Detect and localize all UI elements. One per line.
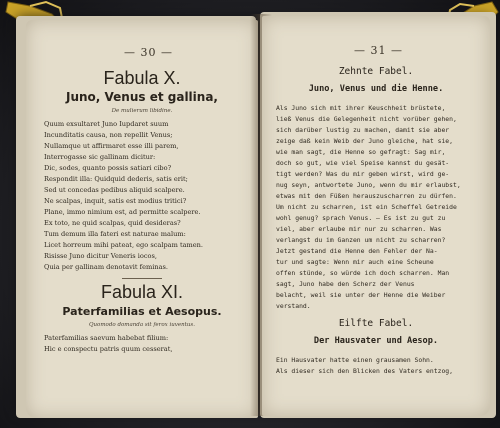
prose-line: sagt, Juno habe den Scherz der Venus: [276, 280, 415, 288]
fable-subtitle-german: Juno, Venus und die Henne.: [308, 84, 444, 94]
fable-subtitle: Juno, Venus et gallina,: [66, 90, 218, 104]
prose-line: Ein Hausvater hatte einen grausamen Sohn.: [276, 356, 434, 364]
prose-line: Jetzt gestand die Henne den Fehler der Na-: [276, 247, 438, 255]
fable-title-german: Zehnte Fabel.: [338, 66, 414, 77]
fable-moral-note: De mulierum libidine.: [111, 108, 173, 114]
fable2-moral-note: Quomodo domanda sit ferox iuventus.: [88, 322, 196, 328]
verse-line: Ne scalpas, inquit, satis est modius tritici?: [44, 197, 187, 205]
prose-line: Um nicht zu scharren, ist ein Scheffel Getreide: [276, 203, 457, 211]
prose-line: Als Juno sich mit ihrer Keuschheit brüstete,: [276, 104, 446, 112]
verse-line: Quia per gallinam denotavit feminas.: [44, 263, 169, 271]
prose-line: viel, aber erlaube mir nur zu scharren. Was: [276, 225, 442, 233]
verse-line: Hic e conspectu patris quum cesserat,: [44, 345, 173, 353]
section-divider: [122, 278, 162, 279]
verse-line: Quum exsultaret Juno Iupdaret suum: [44, 120, 169, 128]
fable2-title: Fabula XI.: [100, 282, 184, 302]
prose-line: Als dieser sich den Blicken des Vaters entzog,: [276, 367, 453, 375]
prose-line: wie man sagt, die Henne so gefragt: Sag mir,: [276, 148, 446, 156]
verse-line: Paterfamilias saevum habebat filium:: [44, 334, 169, 342]
prose-line: belacht, weil sie unter der Henne die Weiber: [276, 291, 446, 299]
verse-line: Ex toto, ne quid scalpas, quid desideras?: [44, 219, 181, 227]
fable2-subtitle-german: Der Hausvater und Aesop.: [313, 336, 439, 346]
prose-line: tigt werden? Was du mir geben wirst, wird ge-: [276, 170, 450, 178]
prose-line: nug seyn, antwortete Juno, wenn du mir erlaubst,: [276, 181, 461, 189]
verse-line: Sed ut concedas pedibus aliquid scalpere.: [44, 186, 185, 194]
right-page-number: — 31 —: [354, 44, 403, 57]
open-book: [10, 6, 492, 416]
fable-title: Fabula X.: [103, 68, 181, 88]
left-page: [26, 20, 258, 418]
verse-line: Nullamque ut affirmaret esse illi parem,: [44, 142, 179, 150]
prose-line: wohl genug? sprach Venus. — Es ist zu gut zu: [276, 214, 446, 222]
prose-line: tur und sagte: Wenn mir auch eine Scheune: [276, 258, 434, 266]
prose-line: zeige daß kein Weib der Juno gleiche, hat sie,: [276, 137, 453, 145]
verse-line: Licet horreum mihi pateat, ego scalpam tamen.: [44, 241, 204, 249]
verse-line: Incunditatis causa, non repellit Venus;: [44, 131, 173, 139]
prose-line: sich darüber lustig zu machen, damit sie aber: [276, 126, 450, 134]
prose-line: verlangst du im Ganzen um nicht zu scharren?: [276, 236, 446, 244]
fable2-title-german: Eilfte Fabel.: [338, 318, 414, 329]
prose-line: verstand.: [276, 302, 311, 310]
prose-line: ließ Venus die Gelegenheit nicht vorüber gehen,: [276, 115, 457, 123]
prose-line: doch so gut, wie viel Speise kannst du gesät-: [276, 159, 450, 167]
left-page-number: — 30 —: [124, 46, 173, 59]
fable2-subtitle: Paterfamilias et Aesopus.: [62, 305, 222, 318]
prose-line: offen stünde, so würde ich doch scharren. Man: [276, 269, 450, 277]
prose-line: etwas mit den Füßen herauszuscharren zu dürfen.: [276, 192, 457, 200]
verse-line: Risisse Juno dicitur Veneris iocos,: [44, 252, 157, 260]
right-page: [262, 16, 490, 416]
verse-line: Plane, immo nimium est, ad permitte scalpere.: [44, 208, 201, 216]
verse-line: Tum demum illa fateri est naturae malum:: [44, 230, 186, 238]
verse-line: Interrogasse sic gallinam dicitur:: [44, 153, 156, 161]
verse-line: Dic, sodes, quanto possis satiari cibo?: [44, 164, 172, 172]
verse-line: Respondit illa: Quidquid dederis, satis erit;: [44, 175, 188, 183]
